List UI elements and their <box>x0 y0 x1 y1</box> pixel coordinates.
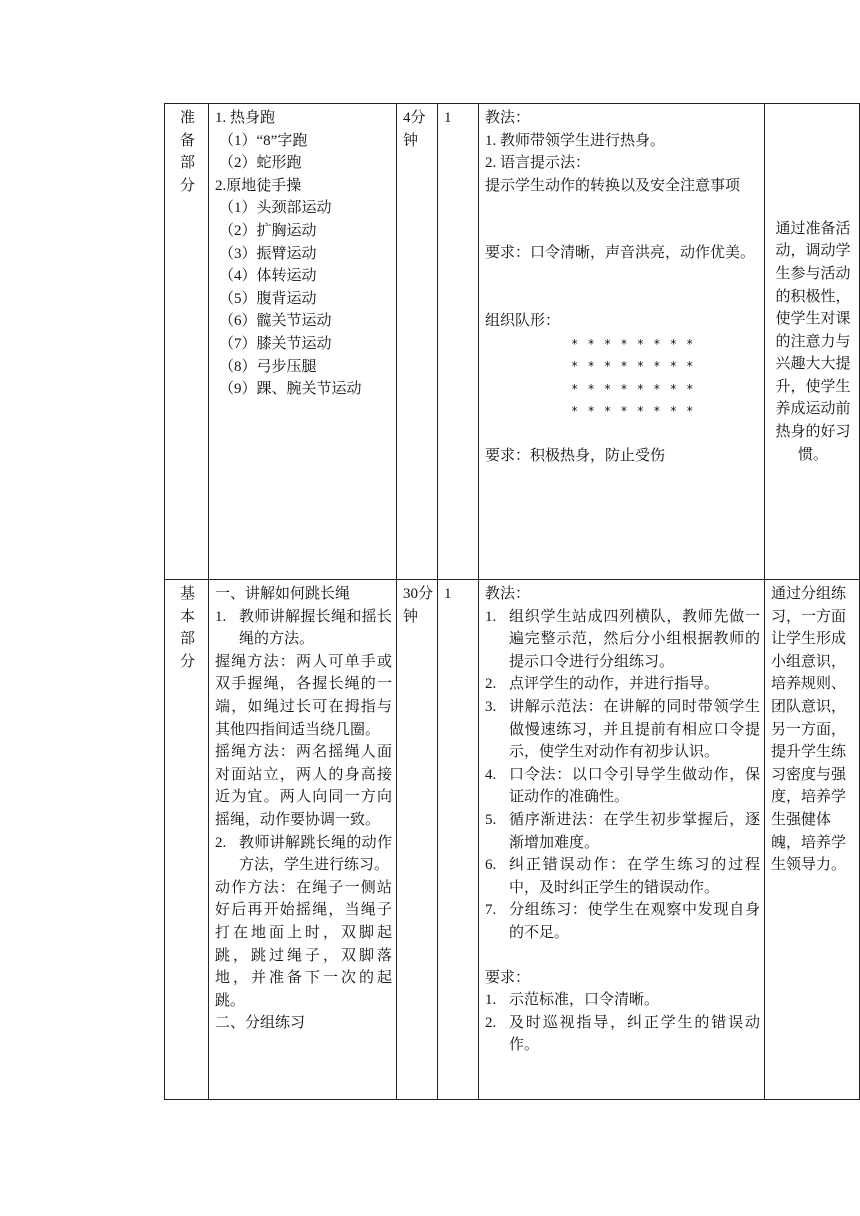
prep-purpose-cell <box>765 104 860 580</box>
method-step: 5. 循序渐进法：在学生初步掌握后，逐渐增加难度。 <box>485 811 760 851</box>
basic-purpose-cell <box>765 580 860 1100</box>
prep-requirement: 要求：口令清晰，声音洪亮，动作优美。 <box>485 245 756 262</box>
prep-item-2: 2.原地徒手操 <box>215 177 302 194</box>
method-step: 6. 纠正错误动作：在学生练习的过程中，及时纠正学生的错误动作。 <box>485 857 760 896</box>
method-step: 3. 讲解示范法：在讲解的同时带领学生做慢速练习，并且提前有相应口令提示，使学生对动作有初步认识。 <box>485 698 760 761</box>
basic-method-cell <box>479 580 765 1100</box>
swing-method: 摇绳方法：两名摇绳人面对面站立，两人的身高接近为宜。两人向同一方向摇绳，动作要协调一致。 <box>215 744 392 828</box>
lesson-plan-table <box>164 103 860 1100</box>
prep-purpose: 通过准备活动，调动学生参与活动的积极性，使学生对课的注意力与兴趣大大提升，使学生养成运动前热身的好习惯。 <box>775 220 851 463</box>
prep-time-cell <box>397 104 438 580</box>
basic-count-cell <box>438 580 479 1100</box>
prep-item-2-sub: （5）腹背运动 <box>219 290 317 307</box>
prep-requirement: 要求：积极热身，防止受伤 <box>485 447 666 464</box>
basic-row <box>165 580 860 1100</box>
prep-count: 1 <box>444 110 452 126</box>
method-step: 1. 组织学生站成四列横队，教师先做一遍完整示范，然后分小组根据教师的提示口令进行分组练习。 <box>485 608 760 670</box>
basic-time: 30分钟 <box>403 586 434 625</box>
prep-method-step: 2. 语言提示法： <box>485 155 591 172</box>
basic-section-cell <box>165 580 209 1100</box>
grip-method: 握绳方法：两人可单手或双手握绳，各握长绳的一端，如绳过长可在拇指与其他四指间适当绕几圈。 <box>215 653 392 738</box>
prep-item-2-sub: （3）振臂运动 <box>219 245 317 262</box>
prep-item-2-sub: （2）扩胸运动 <box>219 222 317 239</box>
basic-section-label: 基本部分 <box>180 586 196 670</box>
formation-row: * * * * * * * * <box>571 359 695 374</box>
formation-row: * * * * * * * * <box>571 336 695 351</box>
prep-method-step: 1. 教师带领学生进行热身。 <box>485 132 666 149</box>
basic-requirement-title: 要求： <box>485 969 531 986</box>
prep-item-2-sub: （6）髋关节运动 <box>219 313 332 330</box>
basic-point: 2. 教师讲解跳长绳的动作方法，学生进行练习。 <box>215 834 392 874</box>
prep-content-cell <box>209 104 397 580</box>
method-step: 7. 分组练习：使学生在观察中发现自身的不足。 <box>485 902 760 941</box>
prep-item-2-sub: （8）弓步压腿 <box>219 358 317 375</box>
prep-item-2-sub: （7）膝关节运动 <box>219 335 332 352</box>
basic-method-title: 教法： <box>485 586 531 602</box>
prep-method-cell <box>479 104 765 580</box>
basic-heading: 一、讲解如何跳长绳 <box>215 586 351 602</box>
basic-time-cell <box>397 580 438 1100</box>
action-method: 动作方法：在绳子一侧站好后再开始摇绳，当绳子打在地面上时，双脚起跳，跳过绳子，双脚落地，并准备下一次的起跳。 <box>215 879 392 1009</box>
basic-point: 1. 教师讲解握长绳和摇长绳的方法。 <box>215 608 392 648</box>
method-step: 4. 口令法：以口令引导学生做动作，保证动作的准确性。 <box>485 766 760 806</box>
prep-item-1-sub: （2）蛇形跑 <box>219 155 302 172</box>
prep-item-2-sub: （9）踝、腕关节运动 <box>219 381 362 398</box>
prep-section-cell <box>165 104 209 580</box>
prep-count-cell <box>438 104 479 580</box>
formation-row: * * * * * * * * <box>571 381 695 396</box>
requirement-item: 1. 示范标准，口令清晰。 <box>485 992 660 1009</box>
prep-item-2-sub: （1）头颈部运动 <box>219 200 332 217</box>
requirement-item: 2. 及时巡视指导，纠正学生的错误动作。 <box>485 1014 760 1054</box>
prep-section-label: 准备部分 <box>180 110 196 194</box>
prep-method-step-detail: 提示学生动作的转换以及安全注意事项 <box>485 177 741 194</box>
method-step: 2. 点评学生的动作，并进行指导。 <box>485 676 720 693</box>
prep-row <box>165 104 860 580</box>
prep-method-title: 教法： <box>485 110 531 126</box>
prep-item-2-sub: （4）体转运动 <box>219 268 317 285</box>
basic-count: 1 <box>444 586 452 602</box>
formation-row: * * * * * * * * <box>571 404 695 419</box>
prep-item-1-sub: （1）“8”字跑 <box>219 132 308 149</box>
basic-content-cell <box>209 580 397 1100</box>
prep-time: 4分钟 <box>403 110 426 149</box>
basic-purpose: 通过分组练习，一方面让学生形成小组意识，培养规则、团队意识，另一方面，提升学生练习密度与强度，培养学生强健体魄，培养学生领导力。 <box>771 586 847 874</box>
formation-label: 组织队形： <box>485 312 561 329</box>
formation-diagram <box>571 333 760 423</box>
basic-heading: 二、分组练习 <box>215 1015 306 1032</box>
prep-item-1: 1. 热身跑 <box>215 110 276 126</box>
